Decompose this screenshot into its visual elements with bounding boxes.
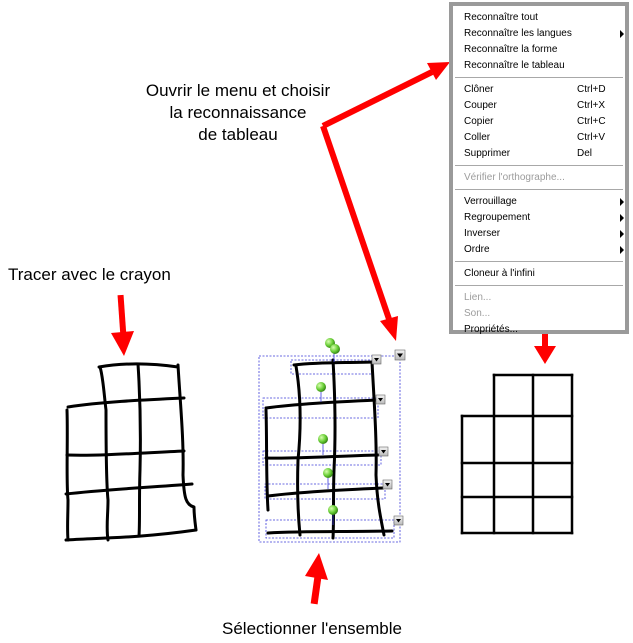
red-arrow-icon [305,553,328,604]
object-menu-dropdown-icon[interactable] [383,480,392,489]
ink-stroke [268,531,392,533]
menu-item[interactable] [453,82,625,98]
menu-item-label: Inverser [464,228,501,239]
menu-item[interactable] [453,210,625,226]
object-menu-dropdown-icon[interactable] [376,395,385,404]
caption-open-menu-line1: Ouvrir le menu et choisir [145,81,331,100]
green-rotation-handle-icon [328,505,338,515]
menu-item[interactable] [453,290,625,306]
ink-stroke [67,451,184,455]
menu-separator [455,77,623,79]
menu-item-label: Regroupement [464,212,531,223]
menu-item-shortcut: Del [577,148,593,159]
submenu-arrow-icon [620,230,624,238]
ink-stroke [138,364,140,536]
menu-item[interactable] [453,146,625,162]
submenu-arrow-icon [620,30,624,38]
ink-stroke [266,400,377,408]
green-rotation-handle-icon [330,344,340,354]
menu-item-label: Cloneur à l'infini [464,268,535,279]
green-rotation-handle-icon [316,382,326,392]
menu-item-shortcut: Ctrl+V [577,132,606,143]
menu-item-label: Reconnaître la forme [464,44,558,55]
object-menu-dropdown-icon[interactable] [395,350,405,360]
menu-item-label: Ordre [464,244,490,255]
caption-open-menu-line2: la reconnaissance [169,103,307,122]
submenu-arrow-icon [620,198,624,206]
object-menu-dropdown-icon[interactable] [372,355,381,364]
submenu-arrow-icon [620,246,624,254]
menu-item-label: Coller [464,132,491,143]
menu-item[interactable] [453,58,625,74]
menu-item[interactable] [453,114,625,130]
context-menu[interactable] [449,2,629,334]
menu-item-shortcut: Ctrl+D [577,84,606,95]
ink-stroke [178,365,196,530]
caption-select-all: Sélectionner l'ensemble [222,619,402,638]
ink-stroke [66,484,192,494]
menu-item[interactable] [453,42,625,58]
menu-item-label: Lien... [464,292,492,303]
ink-stroke [68,398,184,407]
object-menu-dropdown-icon[interactable] [394,516,403,525]
menu-item[interactable] [453,306,625,322]
hand-drawn-table [66,364,196,540]
ink-stroke [296,366,300,535]
selected-table[interactable] [259,338,405,542]
menu-item[interactable] [453,10,625,26]
red-arrow-icon [534,334,556,364]
menu-item-label: Reconnaître tout [464,12,538,23]
menu-item[interactable] [453,26,625,42]
green-rotation-handle-icon [323,468,333,478]
menu-item[interactable] [453,98,625,114]
ink-stroke [67,410,68,540]
menu-item-label: Propriétés... [464,324,518,335]
menu-item[interactable] [453,170,625,186]
menu-item[interactable] [453,194,625,210]
ink-stroke [268,488,383,496]
green-rotation-handle-icon [318,434,328,444]
red-angle-arrow-icon [323,62,450,341]
caption-draw-with-pen: Tracer avec le crayon [8,265,171,284]
selection-box-stroke [266,520,394,538]
ink-stroke [66,530,196,540]
object-menu-dropdown-icon[interactable] [379,447,388,456]
menu-separator [455,261,623,263]
ink-stroke [266,455,378,458]
menu-item-label: Vérifier l'orthographe... [464,172,565,183]
menu-item-label: Supprimer [464,148,511,159]
menu-item[interactable] [453,226,625,242]
menu-item[interactable] [453,242,625,258]
recognized-table [462,375,572,533]
menu-item-shortcut: Ctrl+X [577,100,606,111]
menu-item[interactable] [453,322,625,338]
menu-separator [455,285,623,287]
submenu-arrow-icon [620,214,624,222]
menu-item-label: Couper [464,100,497,111]
menu-item-shortcut: Ctrl+C [577,116,606,127]
menu-item[interactable] [453,130,625,146]
caption-open-menu-line3: de tableau [198,125,278,144]
menu-item-label: Reconnaître le tableau [464,60,565,71]
menu-item-label: Verrouillage [464,196,517,207]
menu-separator [455,165,623,167]
menu-item-label: Son... [464,308,491,319]
menu-separator [455,189,623,191]
menu-item-label: Clôner [464,84,494,95]
red-arrow-icon [111,295,134,356]
menu-item[interactable] [453,266,625,282]
menu-item-label: Copier [464,116,494,127]
menu-item-label: Reconnaître les langues [464,28,572,39]
